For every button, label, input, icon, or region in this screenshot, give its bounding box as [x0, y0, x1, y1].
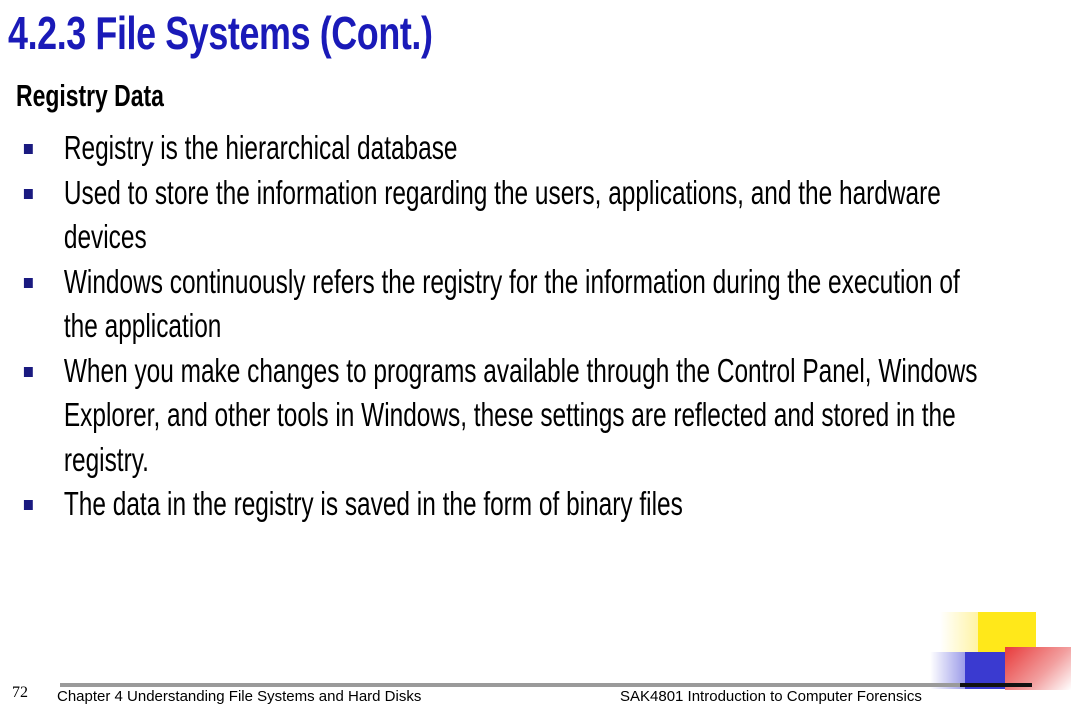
bullet-item — [18, 171, 995, 260]
bullet-text: Used to store the information regarding the users, applications, and the hardware devices — [63, 173, 941, 255]
square-bullet-icon — [24, 189, 33, 199]
footer-course-title: SAK4801 Introduction to Computer Forensics — [620, 688, 922, 705]
bullet-text: Windows continuously refers the registry for the information during the execution of the application — [63, 262, 960, 344]
slide-title: 4.2.3 File Systems (Cont.) — [8, 7, 433, 59]
bullet-text: When you make changes to programs available through the Control Panel, Windows Explorer, and other tools in Windows, these settings are reflected and stored in the registry. — [63, 351, 978, 478]
bullet-item — [18, 482, 995, 527]
bullet-item — [18, 349, 995, 483]
footer-chapter-title: Chapter 4 Understanding File Systems and Hard Disks — [57, 688, 422, 705]
bullet-list — [18, 126, 995, 527]
footer-divider — [60, 683, 1032, 687]
bullet-item — [18, 260, 995, 349]
square-bullet-icon — [24, 144, 33, 154]
page-number: 72 — [12, 684, 28, 701]
bullet-item — [18, 126, 995, 171]
square-bullet-icon — [24, 500, 33, 510]
square-bullet-icon — [24, 278, 33, 288]
footer-divider-accent — [960, 683, 1032, 687]
square-bullet-icon — [24, 367, 33, 377]
section-subheading: Registry Data — [16, 78, 164, 113]
bullet-text: Registry is the hierarchical database — [63, 129, 458, 166]
decor-yellow-fade — [940, 612, 980, 652]
bullet-text: The data in the registry is saved in the form of binary files — [63, 485, 683, 522]
